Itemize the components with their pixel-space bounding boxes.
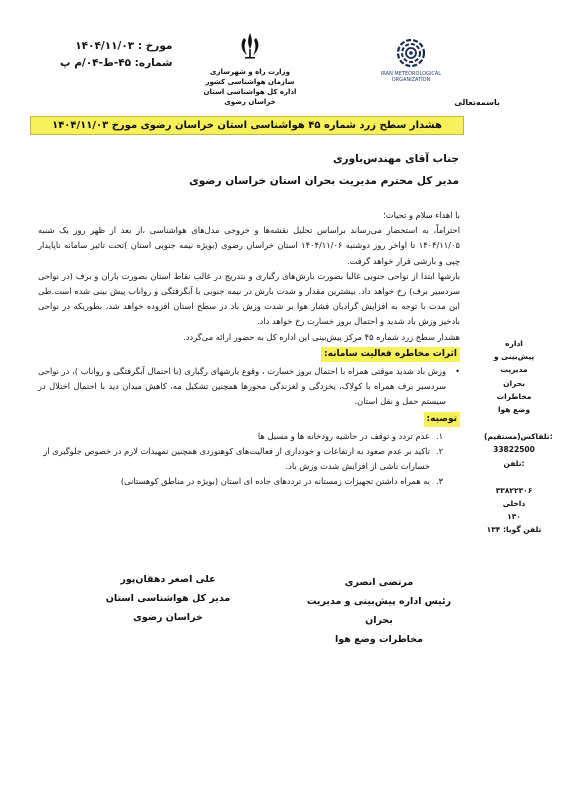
signature-left bbox=[88, 570, 248, 627]
iran-emblem-icon bbox=[235, 30, 265, 62]
recipient bbox=[189, 148, 459, 192]
risk-section-title: اثرات مخاطره فعالیت سامانه: bbox=[321, 347, 460, 362]
letter-date: مورخ : ۱۴۰۴/۱۱/۰۳ bbox=[75, 40, 173, 52]
fax-number: 33822500 bbox=[493, 445, 535, 455]
paragraph-forecast: بارشها ابتدا از نواحی جنوبی غالبا بصورت بارش‌های رگباری و بتدریج در غالب نقاط استان بصورت باران و برف (در نواحی سردسیر برف) رخ خواهد داد. بیشترین مقدار و شدت بارش در نیمه جنوبی با آبگرفتگی و رواناب پیش بینی شده است.طی این مدت با توجه به افزایش گرادیان فشار هوا بر شدت وزش باد در سطح استان افزوده خواهد شد، بطوریکه در نواحی بادخیز وزش باد شدید و احتمال بروز خسارت رخ خواهد داد. bbox=[38, 270, 460, 327]
recipient-name: جناب آقای مهندس‌باوری bbox=[332, 153, 459, 165]
paragraph-intro: احتراماً، به استحضار می‌رساند براساس تحلیل نقشه‌ها و خروجی مدل‌های هواشناسی ،از بعد از ظهر روز یک شنبه ۱۴۰۴/۱۱/۰۵ تا اواخر روز دوشنبه ۱۴۰۴/۱۱/۰۶ استان خراسان رضوی (بویژه نیمه جنوبی استان )تحت تاثیر سامانه ناپایدار چپی و بارشی قرار خواهد گرفت. bbox=[38, 225, 460, 266]
risk-text: • وزش باد شدید موقتی همراه با احتمال بروز خسارت ، وقوع بارشهای رگباری (با احتمال آبگرفتگی و رواناب )، در نواحی سردسیر برف همراه با کولاک، یخزدگی و لغزندگی محورها همچنین تشکیل مه، کاهش میدان دید با احتمال اختلال در سیستم حمل و نقل استان. bbox=[38, 364, 460, 410]
meteo-swirl-icon bbox=[385, 38, 437, 68]
meteo-logo-text: IRAN METEOROLOGICAL ORGANIZATION bbox=[380, 71, 442, 83]
letter-body bbox=[38, 208, 460, 490]
signer-name: مرتضی انصری bbox=[344, 577, 414, 588]
letter-number: شماره: ۴۵-ط-۰۴/م پ bbox=[60, 57, 173, 69]
office-line: بحران bbox=[503, 378, 525, 388]
signer-title: رئیس اداره پیش‌بینی و مدیریت بحران bbox=[306, 596, 452, 626]
signature-right bbox=[304, 573, 454, 649]
office-line: مخاطرات bbox=[496, 391, 532, 401]
phone-label: تلفن: bbox=[503, 458, 525, 468]
paragraph-notice: هشدار سطح زرد شماره ۴۵ مرکز پیش‌بینی این اداره کل به حضور ارائه می‌گردد. bbox=[183, 331, 460, 342]
recommendation-item bbox=[38, 429, 460, 444]
voice-phone: تلفن گویا: ۱۳۴ bbox=[486, 525, 542, 535]
recipient-title: مدیر کل محترم مدیریت بحران استان خراسان رضوی bbox=[189, 175, 459, 187]
signer-name: علی اصغر دهقان‌پور bbox=[120, 574, 216, 585]
extension-label: داخلی bbox=[502, 499, 526, 509]
phone-number: ۳۳۸۲۲۳۰۶ bbox=[495, 485, 533, 495]
fax-label: تلفاکس(مستقیم): bbox=[484, 432, 553, 442]
meteo-logo bbox=[372, 38, 450, 83]
signer-title: مدیر کل هواشناسی استان خراسان رضوی bbox=[105, 593, 231, 623]
recommendation-section-title: توصیه: bbox=[424, 412, 460, 427]
office-line: مدیریت bbox=[500, 365, 528, 375]
recommendation-text: تاکید بر عدم صعود به ارتفاعات و خودداری از فعالیت‌های کوهنوردی همچنین تمهیدات لازم در خصوص جلوگیری از خسارات ناشی از افزایش شدت وزش باد. bbox=[43, 446, 430, 472]
extension-number: ۱۳۰ bbox=[507, 512, 521, 522]
letter-meta bbox=[60, 38, 172, 72]
recommendation-text: به همراه داشتن تجهیزات زمستانه در ترددهای جاده ای استان (بویژه در مناطق کوهستانی) bbox=[120, 476, 430, 487]
recommendation-item bbox=[38, 474, 460, 489]
recommendation-number: ۱. bbox=[436, 430, 444, 441]
recommendation-number: ۲. bbox=[436, 446, 444, 457]
ministry-line-1: وزارت راه و شهرسازی bbox=[210, 68, 290, 76]
signer-title: مخاطرات وضع هوا bbox=[335, 634, 423, 645]
ministry-line-3: اداره کل هواشناسی استان خراسان رضوی bbox=[203, 88, 297, 106]
recommendation-text: عدم تردد و توقف در حاشیه رودخانه ها و مسیل ها bbox=[257, 430, 430, 441]
ministry-header bbox=[195, 30, 305, 107]
recommendation-number: ۳. bbox=[436, 476, 444, 487]
office-contact-column bbox=[484, 337, 553, 537]
bismillah: باسمه‌تعالی bbox=[454, 98, 500, 107]
ministry-line-2: سازمان هواشناسی کشور bbox=[205, 78, 295, 86]
office-line: اداره bbox=[505, 339, 523, 348]
warning-banner: هشدار سطح زرد شماره ۴۵ هواشناسی استان خراسان رضوی مورخ ۱۴۰۴/۱۱/۰۳ bbox=[30, 116, 464, 135]
greeting: با اهداء سلام و تحیات؛ bbox=[383, 210, 460, 220]
recommendation-item bbox=[38, 444, 460, 474]
office-line: پیش‌بینی و bbox=[493, 352, 535, 362]
office-line: وضع هوا bbox=[497, 405, 531, 415]
